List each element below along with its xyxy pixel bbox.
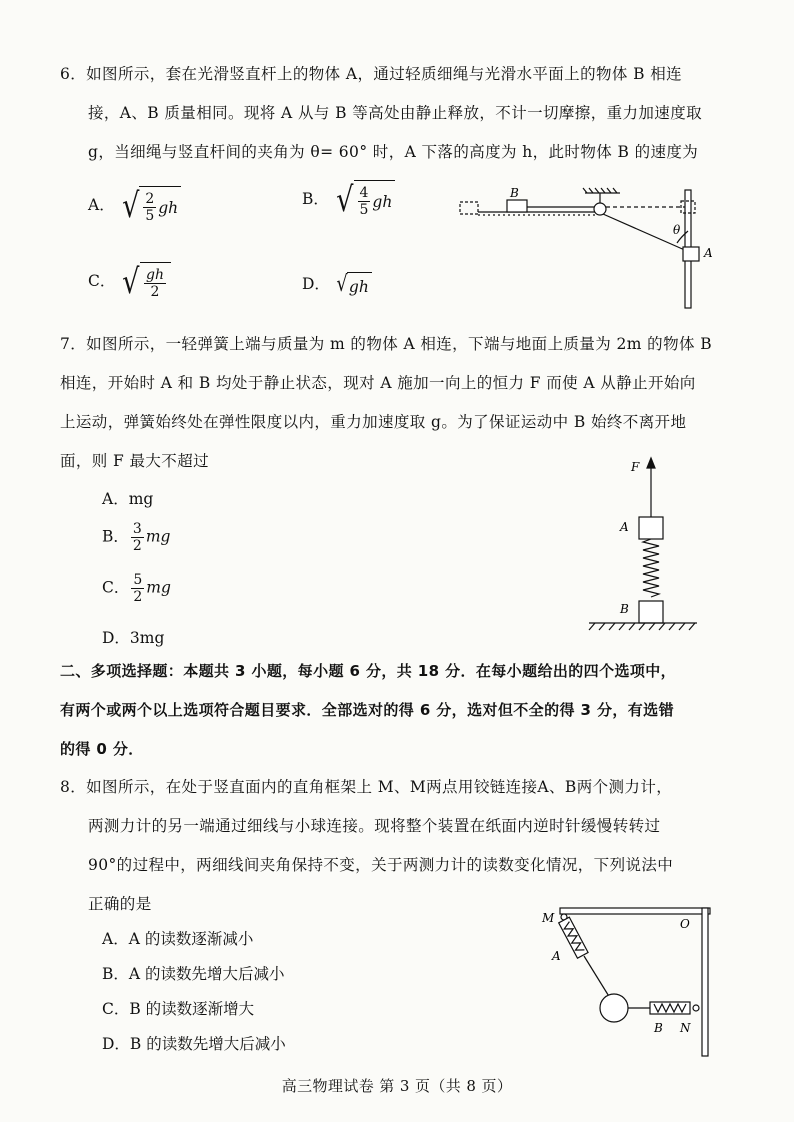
q8-string-a: [584, 956, 610, 998]
q7-line-2: 相连，开始时 A 和 B 均处于静止状态，现对 A 施加一向上的恒力 F 而使 A 从静止开始向: [60, 374, 696, 392]
q6-option-d[interactable]: [302, 272, 372, 298]
q8-fig-label-a: A: [552, 949, 561, 963]
q6-option-a-label: A．: [88, 196, 115, 214]
q6-b-numerator: 4: [359, 185, 369, 201]
q7-b-numerator: 3: [132, 521, 142, 537]
q6-option-d-label: D．: [302, 275, 330, 293]
q7-ground-hatch: [589, 623, 695, 630]
q8-ball: [600, 994, 628, 1022]
q7-block-b: [639, 601, 663, 623]
q8-figure: [530, 898, 720, 1058]
q8-line-4: 正确的是: [88, 895, 152, 913]
q7-c-denominator: 2: [133, 589, 143, 605]
q6-c-numerator: gh: [145, 267, 164, 283]
q8-fig-label-o: O: [680, 917, 690, 931]
q6-block-a: [683, 247, 699, 261]
q8-line-3: 90°的过程中，两细线间夹角保持不变，关于两测力计的读数变化情况，下列说法中: [88, 856, 674, 874]
q8-meter-a: [559, 917, 588, 958]
q7-line-1: 7．如图所示，一轻弹簧上端与质量为 m 的物体 A 相连，下端与地面上质量为 2m 的物体 B: [60, 335, 712, 353]
q7-b-tail: mg: [145, 527, 171, 546]
q7-option-a[interactable]: A．mg: [102, 490, 154, 508]
q8-frame-top: [560, 908, 710, 914]
section2-line-3: 的得 0 分．: [60, 740, 144, 758]
q7-b-denominator: 2: [132, 538, 142, 554]
q6-option-c[interactable]: [88, 262, 171, 302]
q6-b-tail: gh: [372, 192, 393, 211]
q8-hinge-n: [693, 1005, 699, 1011]
q7-spring: [643, 539, 659, 597]
q7-fig-label-b: B: [620, 602, 629, 616]
page-footer: 高三物理试卷 第 3 页（共 8 页）: [281, 1077, 513, 1095]
q7-fig-label-f: F: [631, 460, 640, 474]
q7-line-4: 面，则 F 最大不超过: [60, 452, 210, 470]
q7-option-b-label: B．: [102, 527, 129, 546]
q8-frame-vertical: [702, 908, 708, 1056]
sqrt-symbol: √ gh: [335, 272, 372, 298]
q6-ceiling-hatch: [583, 188, 617, 193]
q8-line-2: 两测力计的另一端通过细线与小球连接。现将整个装置在纸面内逆时针缓慢转转过: [88, 817, 661, 835]
q6-b-denominator: 5: [359, 202, 369, 218]
q6-option-c-label: C．: [88, 272, 116, 290]
q6-line-1: 6．如图所示，套在光滑竖直杆上的物体 A，通过轻质细绳与光滑水平面上的物体 B 相连: [60, 65, 683, 83]
q7-option-d[interactable]: D．3mg: [102, 629, 165, 647]
q8-fig-label-n: N: [680, 1021, 691, 1035]
q6-fig-label-b: B: [510, 186, 519, 200]
q6-fig-label-theta: θ: [673, 223, 681, 237]
q6-a-denominator: 5: [145, 208, 155, 224]
q6-c-denominator: 2: [150, 284, 160, 300]
q6-line-2: 接，A、B 质量相同。现将 A 从与 B 等高处由静止释放，不计一切摩擦，重力加速度取: [88, 104, 703, 122]
q6-option-b-label: B．: [302, 190, 329, 208]
q8-option-c[interactable]: C．B 的读数逐渐增大: [102, 1000, 255, 1018]
q7-line-3: 上运动，弹簧始终处在弹性限度以内，重力加速度取 g。为了保证运动中 B 始终不离开地: [60, 413, 687, 431]
section2-line-1: 二、多项选择题：本题共 3 小题，每小题 6 分，共 18 分．在每小题给出的四个选项中，: [60, 662, 677, 680]
q7-option-b[interactable]: [102, 521, 170, 554]
q7-fig-label-a: A: [620, 520, 629, 534]
q6-option-b[interactable]: [302, 180, 395, 220]
sqrt-symbol: √ $\frac{4}{5}$ gh: [334, 180, 396, 220]
q6-a-tail: gh: [158, 198, 179, 217]
q6-fig-label-a: A: [704, 246, 713, 260]
sqrt-symbol: √ $\frac{gh}{2}$: [120, 262, 171, 302]
q8-fig-label-b: B: [654, 1021, 663, 1035]
q8-fig-label-m: M: [542, 911, 555, 925]
q6-pulley: [594, 203, 606, 215]
q6-d-expr: gh: [347, 272, 372, 298]
q7-figure: [575, 455, 705, 635]
q7-c-numerator: 5: [133, 572, 143, 588]
q8-option-d[interactable]: D．B 的读数先增大后减小: [102, 1035, 286, 1053]
q6-figure: [455, 185, 725, 315]
q7-c-tail: mg: [146, 578, 171, 597]
q8-line-1: 8．如图所示，在处于竖直面内的直角框架上 M、M两点用铰链连接A、B两个测力计，: [60, 778, 673, 796]
q7-option-c-label: C．: [102, 578, 130, 597]
q7-block-a: [639, 517, 663, 539]
q8-option-b[interactable]: B．A 的读数先增大后减小: [102, 965, 285, 983]
sqrt-symbol: √ $\frac{2}{5}$ gh: [120, 186, 182, 226]
q6-block-b: [507, 200, 527, 212]
section2-line-2: 有两个或两个以上选项符合题目要求．全部选对的得 6 分，选对但不全的得 3 分，有选错: [60, 701, 674, 719]
q7-arrow-head: [647, 458, 655, 468]
q6-option-a[interactable]: [88, 186, 181, 226]
q6-line-3: g，当细绳与竖直杆间的夹角为 θ= 60° 时，A 下落的高度为 h，此时物体 B 的速度为: [88, 143, 699, 161]
q8-option-a[interactable]: A．A 的读数逐渐减小: [102, 930, 254, 948]
q7-option-c[interactable]: [102, 572, 171, 605]
q6-dashed-block: [460, 202, 478, 214]
q6-a-numerator: 2: [145, 191, 155, 207]
